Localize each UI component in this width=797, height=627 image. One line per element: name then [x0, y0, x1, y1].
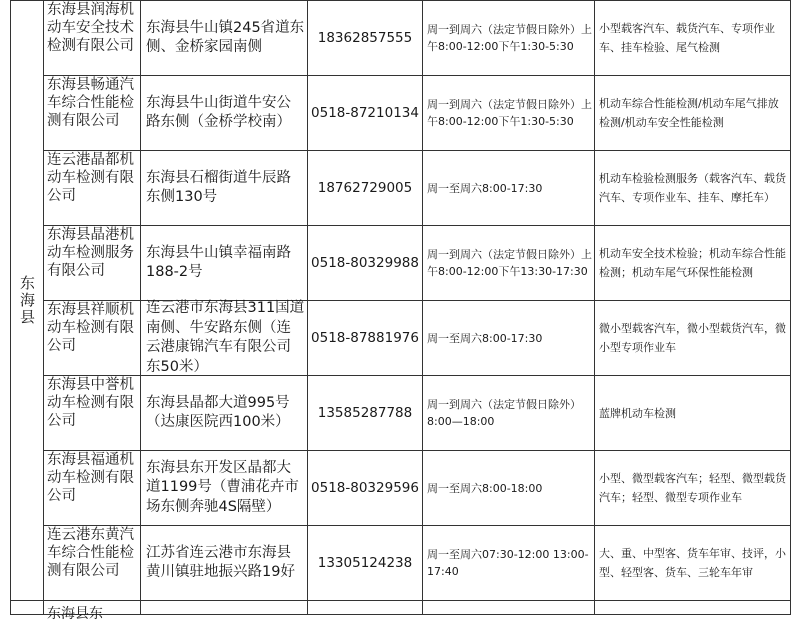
hours-cell — [423, 1, 595, 76]
address-cell-text: 东海县牛山镇幸福南路188-2号 — [146, 244, 291, 280]
address-cell — [141, 301, 308, 376]
partial-cell — [141, 601, 308, 615]
address-cell — [141, 76, 308, 151]
company-name-cell — [44, 451, 141, 526]
company-name-cell-text: 东海县晶港机动车检测服务有限公司 — [47, 227, 134, 279]
hours-cell-text: 周一至周六07:30-12:00 13:00-17:40 — [427, 548, 589, 578]
phone-cell — [308, 76, 423, 151]
phone-cell-text: 0518-87881976 — [311, 330, 419, 346]
phone-cell — [308, 151, 423, 226]
hours-cell — [423, 226, 595, 301]
scope-cell-text: 大、重、中型客、货车年审、技评，小型、轻型客、货车、三轮车年审 — [599, 547, 786, 579]
inspection-station-table — [10, 0, 791, 622]
table-row — [11, 301, 791, 376]
address-cell — [141, 376, 308, 451]
company-name-cell — [44, 76, 141, 151]
county-label: 东海县 — [18, 275, 36, 326]
address-cell-text: 东海县牛山镇245省道东侧、金桥家园南侧 — [146, 19, 305, 55]
scope-cell — [595, 1, 791, 76]
hours-cell — [423, 451, 595, 526]
partial-cell — [423, 601, 595, 615]
address-cell-text: 东海县东开发区晶都大道1199号（曹浦花卉市场东侧奔驰4S隔壁） — [146, 459, 299, 515]
phone-cell — [308, 526, 423, 601]
partial-cell — [11, 601, 44, 615]
county-cell — [11, 1, 44, 601]
company-name-cell-partial — [44, 601, 141, 622]
company-name-cell-text: 连云港东黄汽车综合性能检测有限公司 — [47, 527, 134, 579]
company-name-cell-text: 连云港晶都机动车检测有限公司 — [47, 152, 134, 204]
company-name-cell-text: 东海县畅通汽车综合性能检测有限公司 — [47, 77, 134, 129]
phone-cell-text: 0518-80329988 — [311, 255, 419, 271]
scope-cell-text: 机动车综合性能检测/机动车尾气排放检测/机动车安全性能检测 — [599, 97, 779, 129]
hours-cell-text: 周一到周六（法定节假日除外）上午8:00-12:00下午13:30-17:30 — [427, 248, 592, 278]
scope-cell — [595, 451, 791, 526]
company-name-cell — [44, 226, 141, 301]
address-cell-text: 连云港市东海县311国道南侧、牛安路东侧（连云港康锦汽车有限公司东50米） — [146, 300, 305, 375]
table-row — [11, 76, 791, 151]
partial-cell — [308, 601, 423, 615]
address-cell — [141, 1, 308, 76]
scope-cell — [595, 376, 791, 451]
table-row-partial — [11, 601, 791, 615]
address-cell — [141, 226, 308, 301]
hours-cell-text: 周一至周六8:00-18:00 — [427, 481, 543, 495]
phone-cell-text: 0518-87210134 — [311, 105, 419, 121]
scope-cell-text: 小型、微型载客汽车；轻型、微型载货汽车；轻型、微型专项作业车 — [599, 472, 786, 504]
phone-cell — [308, 226, 423, 301]
company-name-cell-text: 东海县福通机动车检测有限公司 — [47, 452, 134, 504]
phone-cell — [308, 376, 423, 451]
partial-cell — [595, 601, 791, 615]
address-cell-text: 江苏省连云港市东海县黄川镇驻地振兴路19好 — [146, 544, 295, 580]
hours-cell — [423, 376, 595, 451]
phone-cell — [308, 451, 423, 526]
company-name-cell-text: 东海县中誉机动车检测有限公司 — [47, 377, 134, 429]
hours-cell-text: 周一至周六8:00-17:30 — [427, 181, 543, 195]
address-cell-text: 东海县石榴街道牛辰路东侧130号 — [146, 169, 291, 205]
scope-cell-text: 蓝牌机动车检测 — [599, 406, 676, 420]
hours-cell-text: 周一到周六（法定节假日除外）8:00—18:00 — [427, 398, 581, 428]
hours-cell-text: 周一至周六8:00-17:30 — [427, 331, 543, 345]
company-name-partial-text: 东海县东 — [47, 606, 103, 622]
hours-cell — [423, 301, 595, 376]
address-cell — [141, 151, 308, 226]
hours-cell — [423, 526, 595, 601]
phone-cell — [308, 301, 423, 376]
table-row — [11, 151, 791, 226]
company-name-cell — [44, 376, 141, 451]
table-row — [11, 451, 791, 526]
scope-cell-text: 机动车安全技术检验；机动车综合性能检测；机动车尾气环保性能检测 — [599, 247, 786, 279]
scope-cell-text: 机动车检验检测服务（载客汽车、载货汽车、专项作业车、挂车、摩托车） — [599, 172, 786, 204]
company-name-cell — [44, 151, 141, 226]
scope-cell — [595, 76, 791, 151]
hours-cell — [423, 76, 595, 151]
phone-cell-text: 18762729005 — [317, 180, 413, 196]
company-name-cell-text: 东海县祥顺机动车检测有限公司 — [47, 302, 134, 354]
table-row — [11, 526, 791, 601]
hours-cell-text: 周一到周六（法定节假日除外）上午8:00-12:00下午1:30-5:30 — [427, 23, 592, 53]
address-cell-text: 东海县牛山街道牛安公路东侧（金桥学校南） — [146, 94, 291, 130]
phone-cell-text: 13305124238 — [317, 555, 413, 571]
address-cell — [141, 451, 308, 526]
scope-cell-text: 微小型载客汽车，微小型载货汽车，微小型专项作业车 — [599, 322, 786, 354]
phone-cell-text: 18362857555 — [317, 30, 413, 46]
scope-cell — [595, 526, 791, 601]
phone-cell-text: 0518-80329596 — [311, 480, 419, 496]
table-row — [11, 1, 791, 76]
hours-cell-text: 周一到周六（法定节假日除外）上午8:00-12:00下午1:30-5:30 — [427, 98, 592, 128]
phone-cell — [308, 1, 423, 76]
table-row — [11, 376, 791, 451]
company-name-cell — [44, 526, 141, 601]
company-name-cell — [44, 301, 141, 376]
scope-cell — [595, 226, 791, 301]
address-cell — [141, 526, 308, 601]
phone-cell-text: 13585287788 — [317, 405, 413, 421]
scope-cell-text: 小型载客汽车、载货汽车、专项作业车、挂车检验、尾气检测 — [599, 22, 775, 54]
company-name-cell-text: 东海县润海机动车安全技术检测有限公司 — [47, 2, 134, 54]
company-name-cell — [44, 1, 141, 76]
scope-cell — [595, 301, 791, 376]
address-cell-text: 东海县晶都大道995号（达康医院西100米） — [146, 394, 290, 430]
scope-cell — [595, 151, 791, 226]
hours-cell — [423, 151, 595, 226]
table-row — [11, 226, 791, 301]
